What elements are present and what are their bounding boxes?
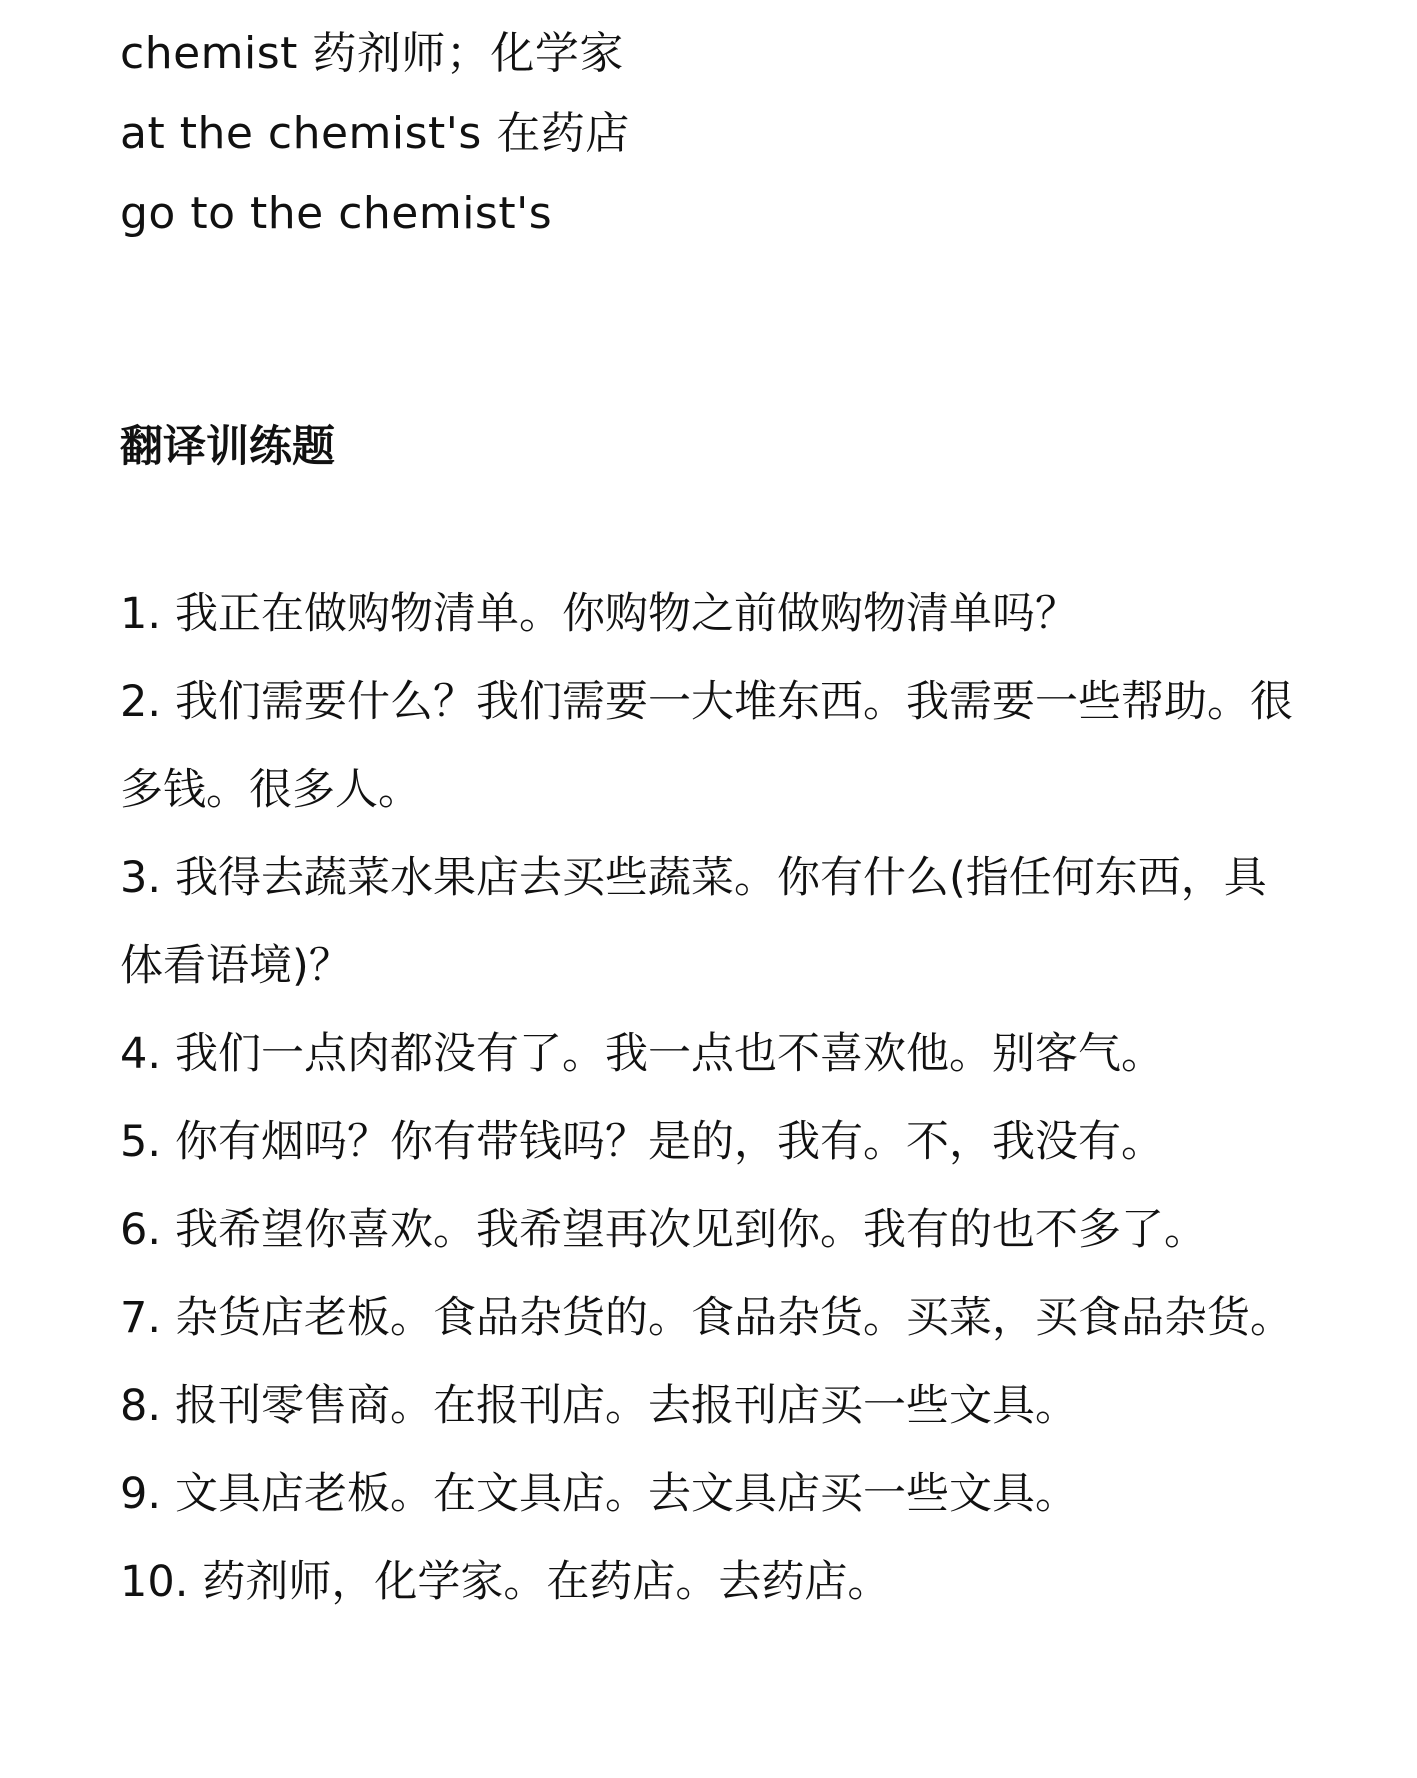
vocab-line-go-to-the-chemists: go to the chemist's <box>120 188 553 239</box>
exercise-text: 我们一点肉都没有了。我一点也不喜欢他。别客气。 <box>175 1029 1165 1079</box>
exercise-number: 7. <box>120 1293 162 1343</box>
exercise-number: 9. <box>120 1469 162 1519</box>
exercise-item-3-continued: 体看语境)？ <box>120 941 352 991</box>
vocabulary-block <box>120 14 1300 254</box>
exercise-text: 我们需要什么？我们需要一大堆东西。我需要一些帮助。很 <box>175 677 1294 727</box>
exercise-item-6 <box>120 1186 1320 1274</box>
exercise-text: 药剂师，化学家。在药店。去药店。 <box>202 1557 891 1607</box>
exercise-text: 我希望你喜欢。我希望再次见到你。我有的也不多了。 <box>175 1205 1208 1255</box>
exercise-text: 杂货店老板。食品杂货的。食品杂货。买菜，买食品杂货。 <box>175 1293 1294 1343</box>
exercise-number: 3. <box>120 853 162 903</box>
exercise-item-2 <box>120 658 1320 746</box>
section-title: 翻译训练题 <box>120 422 335 472</box>
exercise-item-7 <box>120 1274 1320 1362</box>
vocab-line-chemist: chemist 药剂师；化学家 <box>120 28 624 79</box>
exercise-number: 5. <box>120 1117 162 1167</box>
exercise-number: 8. <box>120 1381 162 1431</box>
exercise-text: 文具店老板。在文具店。去文具店买一些文具。 <box>175 1469 1079 1519</box>
exercise-item-9 <box>120 1450 1320 1538</box>
exercise-item-3 <box>120 834 1320 922</box>
exercise-item-1 <box>120 570 1320 658</box>
exercise-number: 6. <box>120 1205 162 1255</box>
exercise-item-8 <box>120 1362 1320 1450</box>
exercise-text: 我得去蔬菜水果店去买些蔬菜。你有什么(指任何东西，具 <box>175 853 1267 903</box>
exercise-number: 4. <box>120 1029 162 1079</box>
vocab-line-at-the-chemists: at the chemist's 在药店 <box>120 108 630 159</box>
exercise-text: 我正在做购物清单。你购物之前做购物清单吗？ <box>175 589 1079 639</box>
exercise-number: 1. <box>120 589 162 639</box>
exercise-item-4 <box>120 1010 1320 1098</box>
exercise-item-2-continued: 多钱。很多人。 <box>120 765 421 815</box>
exercise-number: 10. <box>120 1557 189 1607</box>
exercise-item-10 <box>120 1538 1320 1626</box>
exercise-text: 你有烟吗？你有带钱吗？是的，我有。不，我没有。 <box>175 1117 1165 1167</box>
exercise-item-5 <box>120 1098 1320 1186</box>
exercise-text: 报刊零售商。在报刊店。去报刊店买一些文具。 <box>175 1381 1079 1431</box>
exercise-number: 2. <box>120 677 162 727</box>
exercise-list <box>120 570 1320 1626</box>
